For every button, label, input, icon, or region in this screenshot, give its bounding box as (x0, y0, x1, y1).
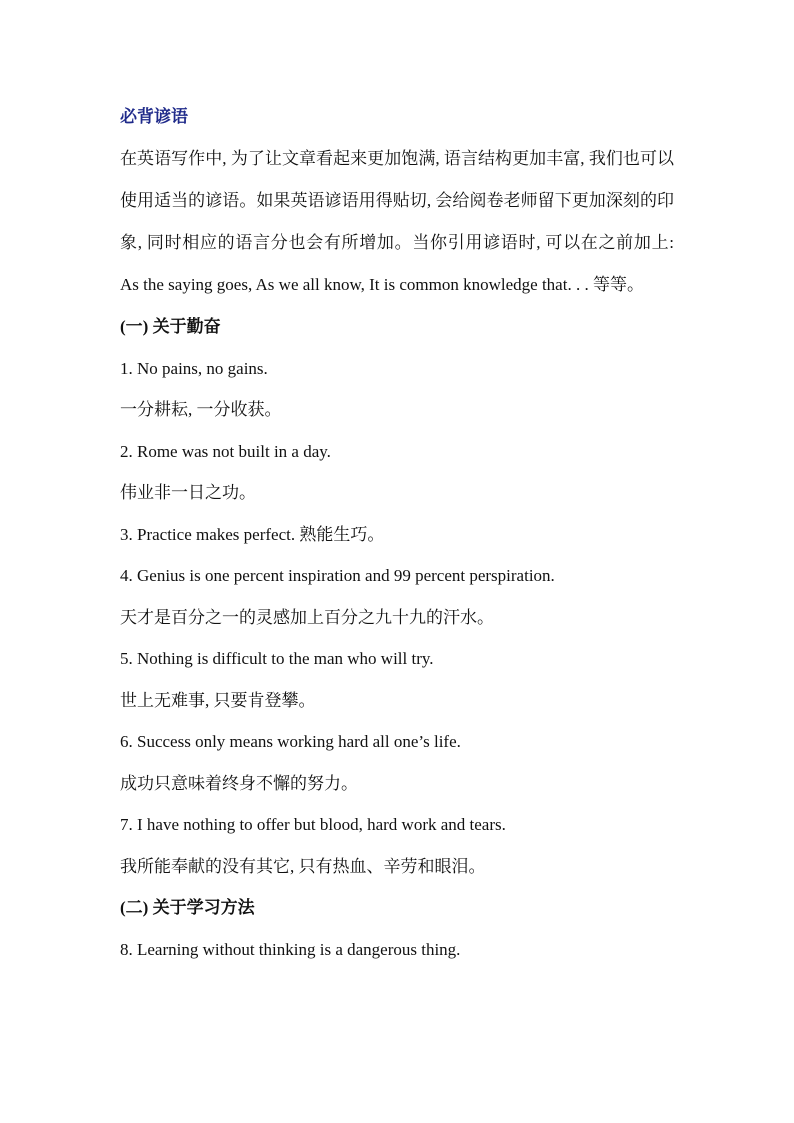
proverb-line: 7. I have nothing to offer but blood, hard work and tears. (120, 815, 506, 834)
proverb-line: 6. Success only means working hard all one’s life. (120, 732, 461, 751)
proverb-line: 3. Practice makes perfect. 熟能生巧。 (120, 524, 385, 544)
proverb-line: 2. Rome was not built in a day. (120, 441, 331, 461)
section-heading-learning-methods: (二) 关于学习方法 (120, 898, 255, 917)
proverb-translation: 我所能奉献的没有其它, 只有热血、辛劳和眼泪。 (120, 856, 486, 876)
document-title: 必背谚语 (120, 107, 188, 126)
proverb-translation: 成功只意味着终身不懈的努力。 (120, 773, 358, 793)
proverb-line: 8. Learning without thinking is a dangerous thing. (120, 939, 461, 959)
proverb-translation: 一分耕耘, 一分收获。 (120, 400, 282, 419)
proverb-translation: 天才是百分之一的灵感加上百分之九十九的汗水。 (120, 607, 494, 627)
proverb-translation: 伟业非一日之功。 (120, 483, 256, 502)
document-page (120, 96, 674, 970)
proverb-translation: 世上无难事, 只要肯登攀。 (120, 690, 316, 710)
proverb-line: 4. Genius is one percent inspiration and 99 percent perspiration. (120, 566, 555, 585)
section-heading-diligence: (一) 关于勤奋 (120, 317, 221, 336)
proverb-line: 1. No pains, no gains. (120, 358, 268, 378)
intro-paragraph: 在英语写作中, 为了让文章看起来更加饱满, 语言结构更加丰富, 我们也可以使用适当的谚语。如果英语谚语用得贴切, 会给阅卷老师留下更加深刻的印象, 同时相应的语言分也会有所增加。当你引用谚语时, 可以在之前加上: As the saying goes, As we all know, It is common knowledge that. . . 等等。 (120, 149, 674, 294)
proverb-line: 5. Nothing is difficult to the man who will try. (120, 649, 434, 668)
